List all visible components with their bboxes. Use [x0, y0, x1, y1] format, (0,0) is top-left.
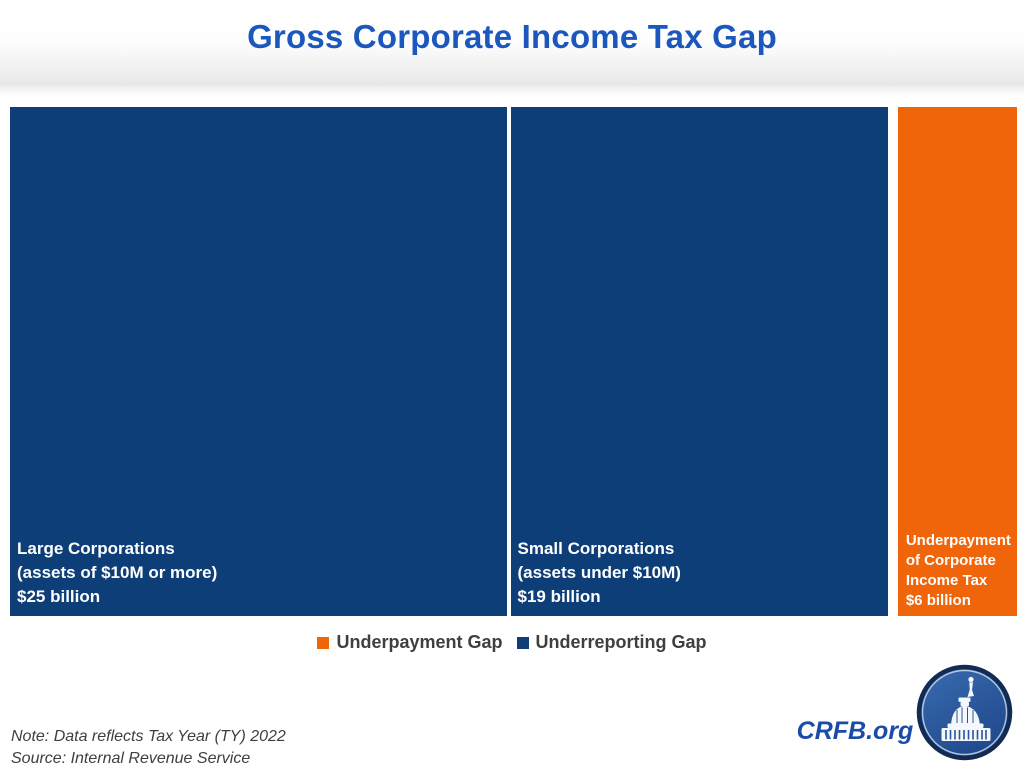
footnotes: [11, 726, 286, 768]
note-line: Note: Data reflects Tax Year (TY) 2022: [11, 728, 286, 745]
page-title: Gross Corporate Income Tax Gap: [247, 18, 777, 55]
segment-qualifier: (assets of $10M or more): [17, 563, 218, 582]
source-line: Source: Internal Revenue Service: [11, 749, 251, 767]
legend-swatch-navy: [517, 637, 529, 649]
segment-name: Large Corporations: [17, 539, 175, 558]
segment-label-large-corporations: [17, 537, 217, 609]
legend-item-underreporting-gap: [517, 632, 707, 653]
segment-value: $25 billion: [17, 587, 101, 606]
bar-segment-large-corporations: [10, 107, 507, 616]
crfb-org-wordmark: CRFB.org: [796, 717, 914, 745]
segment-name-line: of Corporate: [905, 552, 996, 569]
segment-qualifier: (assets under $10M): [517, 563, 681, 582]
bar-segment-underpayment: [898, 107, 1017, 616]
chart-legend: [0, 632, 1024, 653]
bar-segment-small-corporations: [511, 107, 888, 616]
capitol-logo-icon: [916, 664, 1013, 761]
segment-name: Small Corporations: [517, 539, 675, 558]
legend-label: Underreporting Gap: [535, 632, 707, 652]
segment-value: $6 billion: [905, 592, 971, 609]
legend-swatch-orange: [317, 637, 329, 649]
segment-name-line: Income Tax: [905, 572, 988, 589]
legend-label: Underpayment Gap: [336, 632, 503, 652]
tax-gap-chart: [10, 107, 1017, 616]
segment-value: $19 billion: [517, 587, 601, 606]
segment-label-underpayment: [906, 531, 1011, 611]
legend-item-underpayment-gap: [317, 632, 502, 653]
segment-name-line: Underpayment: [905, 532, 1011, 549]
segment-label-small-corporations: [518, 537, 681, 609]
